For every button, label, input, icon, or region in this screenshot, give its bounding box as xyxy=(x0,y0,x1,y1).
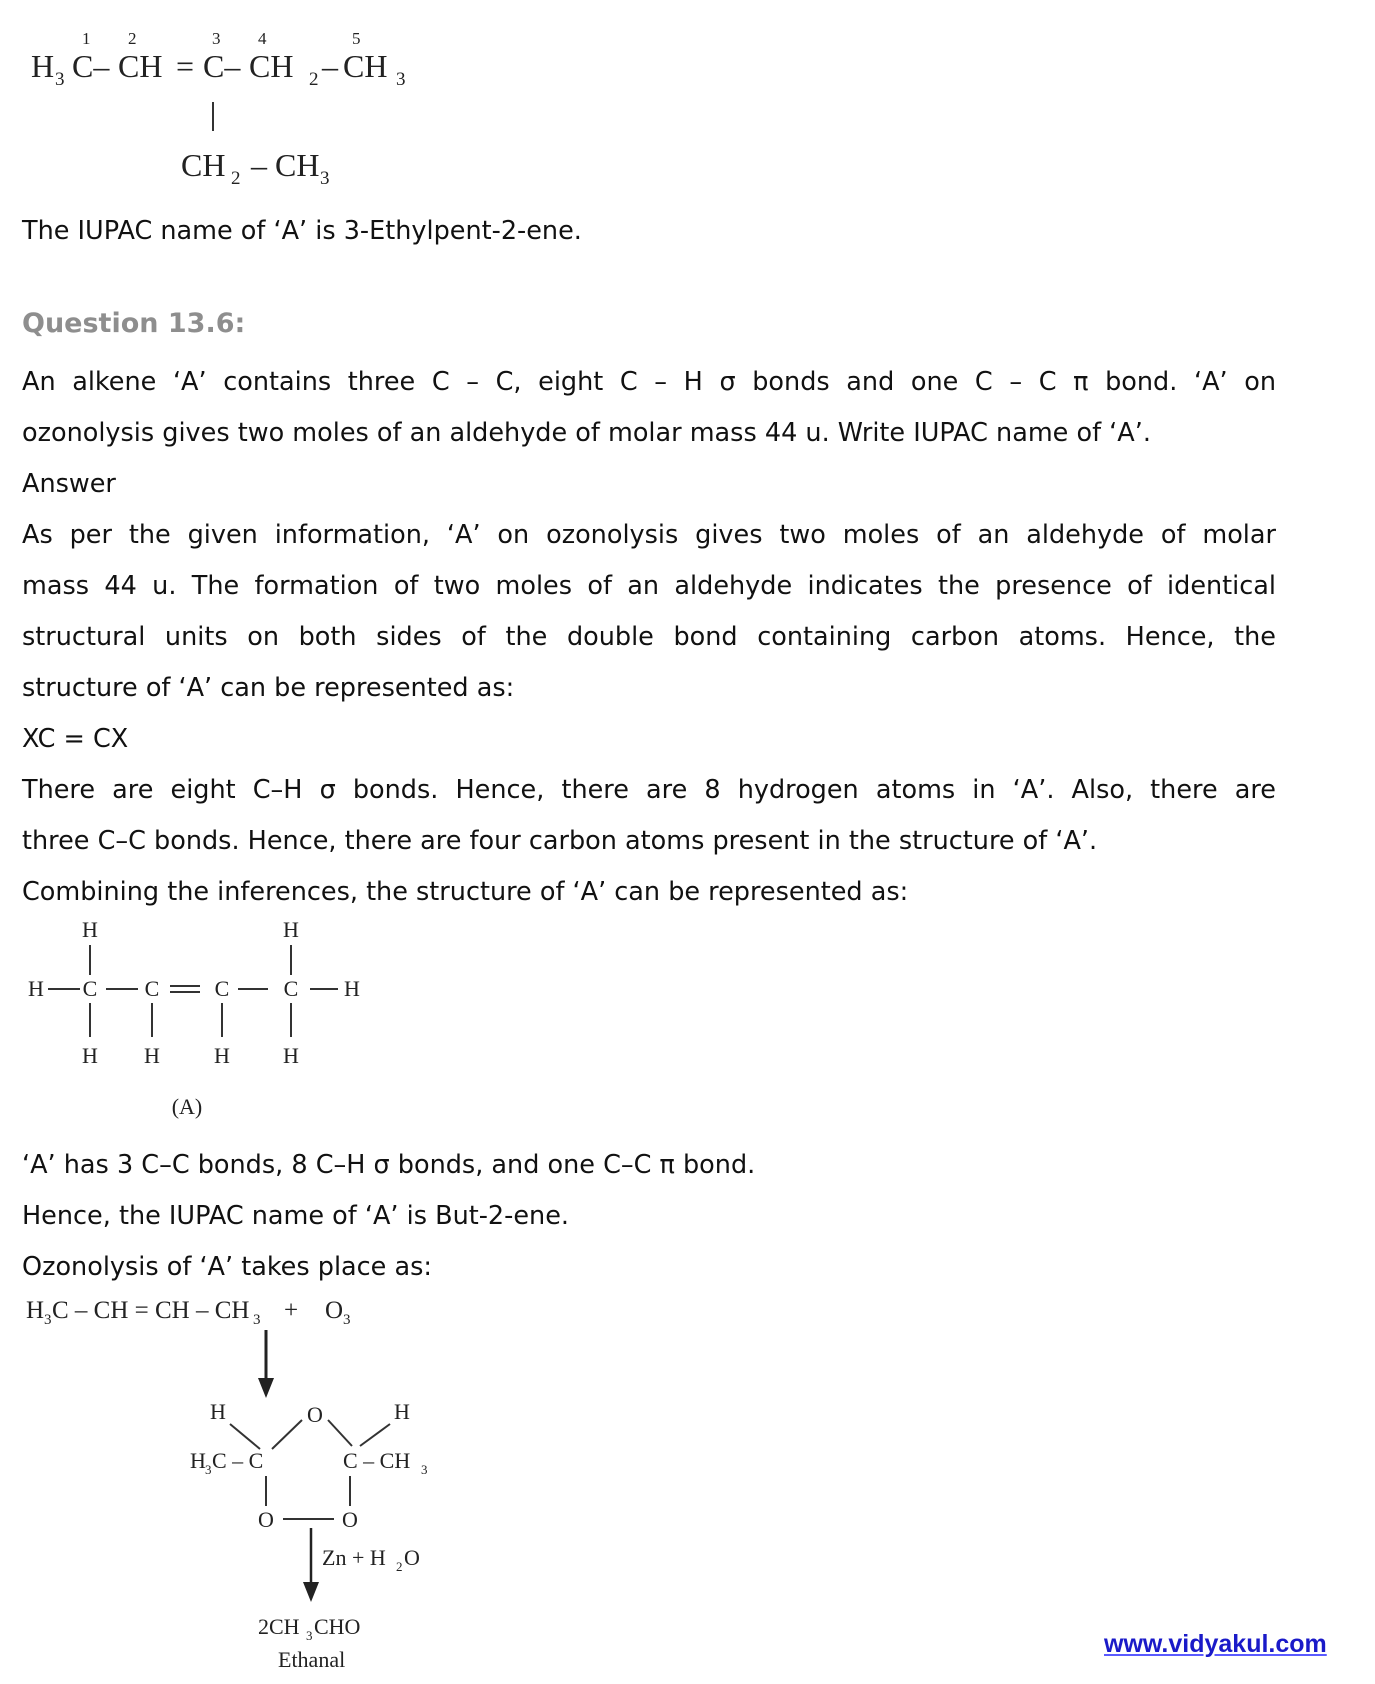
previous-answer-text: The IUPAC name of ‘A’ is 3-Ethylpent-2-ene. xyxy=(22,216,582,246)
ozone: O xyxy=(325,1297,344,1324)
product-cho: CHO xyxy=(314,1614,361,1639)
reactant-h: H xyxy=(26,1297,45,1324)
bond xyxy=(272,1420,302,1449)
formula-ch4: CH xyxy=(249,48,294,84)
branch-ch3: – CH xyxy=(243,147,320,183)
answer-line: three C–C bonds. Hence, there are four carbon atoms present in the structure of ‘A’. xyxy=(22,826,1098,856)
subscript: 3 xyxy=(44,1312,52,1328)
answer-line: There are eight C–H σ bonds. Hence, there are 8 hydrogen atoms in ‘A’. Also, there are xyxy=(22,775,1276,805)
question-title: Question 13.6: xyxy=(22,308,246,339)
answer-line: ‘A’ has 3 C–C bonds, 8 C–H σ bonds, and one C–C π bond. xyxy=(22,1150,756,1180)
question-line: An alkene ‘A’ contains three C – C, eight C – H σ bonds and one C – C π bond. ‘A’ on xyxy=(22,367,1276,397)
answer-label: Answer xyxy=(22,469,116,499)
formula-ch5: CH xyxy=(343,48,388,84)
atom-h: H xyxy=(82,1043,98,1068)
subscript: 3 xyxy=(253,1312,261,1328)
bond xyxy=(230,1424,260,1449)
subscript: 3 xyxy=(55,69,65,90)
branch-ch2: CH xyxy=(181,147,226,183)
product-name: Ethanal xyxy=(278,1647,346,1672)
subscript: 2 xyxy=(309,69,319,90)
bond xyxy=(360,1424,390,1446)
locant: 5 xyxy=(352,29,361,48)
ozonide-left-group: C – C xyxy=(212,1448,264,1473)
subscript: 2 xyxy=(231,168,241,189)
atom-h: H xyxy=(283,1043,299,1068)
formula-ch2: CH xyxy=(118,48,163,84)
subscript: 3 xyxy=(421,1462,428,1477)
arrow-head xyxy=(303,1582,319,1602)
subscript: 2 xyxy=(396,1559,403,1574)
locant: 2 xyxy=(128,29,137,48)
subscript: 3 xyxy=(320,168,330,189)
answer-line: Combining the inferences, the structure of ‘A’ can be represented as: xyxy=(22,877,909,907)
answer-line: structural units on both sides of the double bond containing carbon atoms. Hence, the xyxy=(22,622,1276,652)
reactant-chain: C – CH = CH – CH xyxy=(52,1297,250,1324)
ozonide-o: O xyxy=(258,1507,274,1532)
atom-c: C xyxy=(283,976,299,1001)
ozonide-left-h: H xyxy=(190,1448,206,1473)
single-bond: – xyxy=(322,48,338,84)
answer-line: structure of ‘A’ can be represented as: xyxy=(22,673,515,703)
structure-a-but-2-ene xyxy=(0,915,420,1135)
atom-h: H xyxy=(28,976,44,1001)
atom-h: H xyxy=(344,976,360,1001)
question-line: ozonolysis gives two moles of an aldehyde of molar mass 44 u. Write IUPAC name of ‘A’. xyxy=(22,418,1151,448)
structure-caption: (A) xyxy=(171,1094,203,1119)
atom-h: H xyxy=(82,917,98,942)
formula-c1: C– xyxy=(72,48,110,84)
atom-h: H xyxy=(144,1043,160,1068)
answer-line: Ozonolysis of ‘A’ takes place as: xyxy=(22,1252,432,1282)
atom-c: C xyxy=(214,976,230,1001)
structure-3-ethylpent-2-ene xyxy=(0,0,460,200)
atom-h: H xyxy=(283,917,299,942)
locant: 4 xyxy=(258,29,267,48)
formula-c3: C– xyxy=(203,48,241,84)
locant: 1 xyxy=(82,29,91,48)
subscript: 3 xyxy=(205,1462,212,1477)
bond xyxy=(328,1420,352,1446)
atom-c: C xyxy=(144,976,160,1001)
atom-h: H xyxy=(214,1043,230,1068)
double-bond: = xyxy=(176,48,195,84)
vidyakul-link[interactable]: www.vidyakul.com xyxy=(1104,1630,1327,1658)
reagent: Zn + H xyxy=(322,1545,386,1570)
answer-line: mass 44 u. The formation of two moles of an aldehyde indicates the presence of identical xyxy=(22,571,1276,601)
subscript: 3 xyxy=(343,1312,351,1328)
generic-formula: XC = CX xyxy=(22,724,129,754)
atom-c: C xyxy=(82,976,98,1001)
ozonide-right-group: C – CH xyxy=(343,1448,411,1473)
arrow-head xyxy=(258,1378,274,1398)
answer-line: Hence, the IUPAC name of ‘A’ is But-2-ene. xyxy=(22,1201,570,1231)
ozonide-h: H xyxy=(394,1399,410,1424)
ozonide-o: O xyxy=(307,1402,323,1427)
plus-sign: + xyxy=(284,1297,299,1324)
product: 2CH xyxy=(258,1614,300,1639)
formula-h3: H xyxy=(31,48,55,84)
answer-line: As per the given information, ‘A’ on ozonolysis gives two moles of an aldehyde of molar xyxy=(22,520,1276,550)
subscript: 3 xyxy=(306,1628,313,1643)
ozonide-o: O xyxy=(342,1507,358,1532)
subscript: 3 xyxy=(396,69,406,90)
locant: 3 xyxy=(212,29,221,48)
reagent-o: O xyxy=(404,1545,420,1570)
ozonolysis-reaction xyxy=(0,1284,480,1684)
ozonide-h: H xyxy=(210,1399,226,1424)
